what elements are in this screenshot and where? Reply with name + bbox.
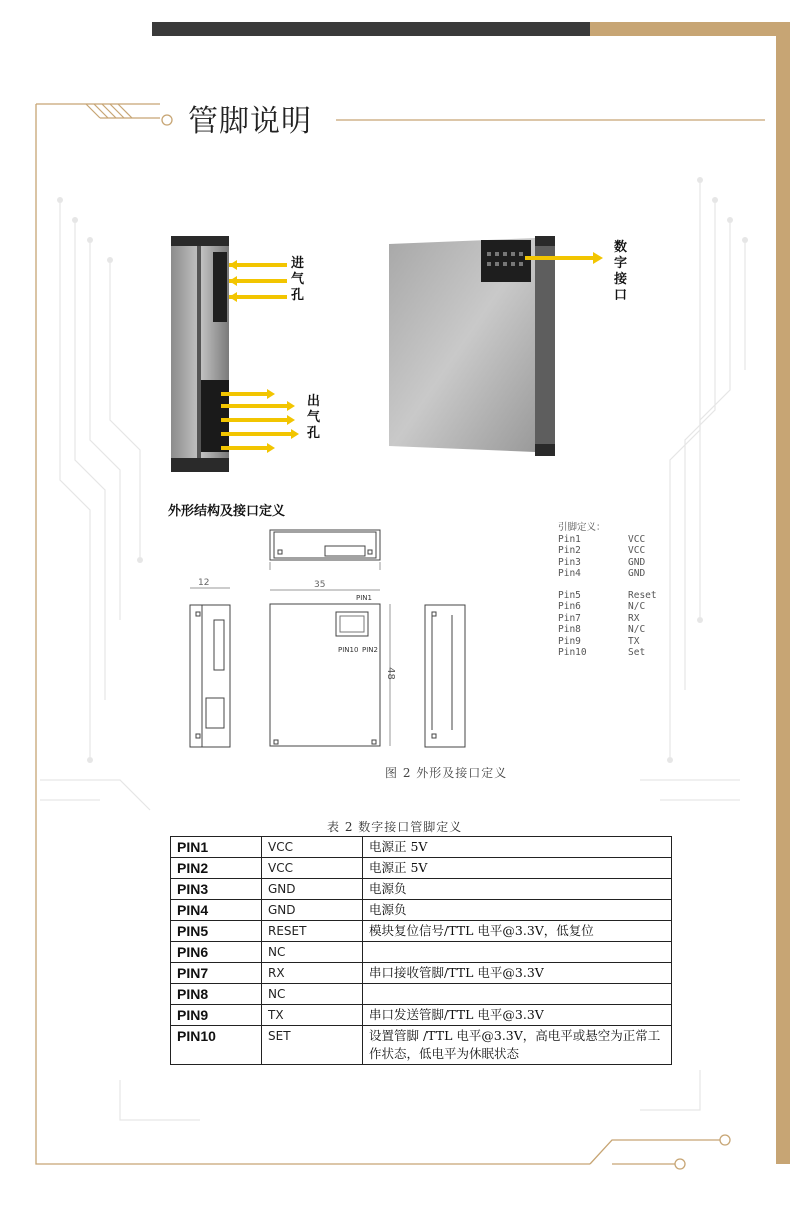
table-row — [171, 900, 672, 921]
pin-definition-list — [558, 522, 657, 659]
table-row — [171, 879, 672, 900]
desc-cell: 电源正 5V — [363, 858, 672, 879]
name-cell: NC — [262, 984, 363, 1005]
pin-list-title: 引脚定义： — [558, 522, 606, 533]
desc-cell: 电源负 — [363, 879, 672, 900]
pin-list-row: Pin1 VCC — [558, 533, 646, 545]
name-cell: SET — [262, 1026, 363, 1065]
dim-height: 48 — [384, 667, 396, 680]
pin-cell: PIN5 — [171, 921, 262, 942]
pin10-label: PIN10 — [338, 646, 359, 654]
table-row — [171, 984, 672, 1005]
desc-cell: 模块复位信号/TTL 电平@3.3V，低复位 — [363, 921, 672, 942]
name-cell: VCC — [262, 858, 363, 879]
pin-cell: PIN10 — [171, 1026, 262, 1065]
top-bar-gold — [590, 22, 790, 36]
table-row — [171, 921, 672, 942]
name-cell: GND — [262, 900, 363, 921]
desc-cell: 串口发送管脚/TTL 电平@3.3V — [363, 1005, 672, 1026]
name-cell: NC — [262, 942, 363, 963]
pin-list-row: Pin2 VCC — [558, 545, 646, 556]
table-row — [171, 1026, 672, 1065]
pin-cell: PIN1 — [171, 837, 262, 858]
pin-list-row: Pin6 N/C — [558, 601, 646, 612]
inlet-label: 进气孔 — [291, 256, 305, 303]
desc-cell: 串口接收管脚/TTL 电平@3.3V — [363, 963, 672, 984]
desc-cell — [363, 942, 672, 963]
table-row — [171, 963, 672, 984]
pin-list-row: Pin7 RX — [558, 612, 640, 624]
desc-cell — [363, 984, 672, 1005]
pin-list-row: Pin8 N/C — [558, 624, 646, 635]
pin-cell: PIN4 — [171, 900, 262, 921]
sensor-body-photo — [385, 232, 610, 457]
digital-port-label: 数字接口 — [614, 240, 628, 303]
outlet-label: 出气孔 — [307, 394, 321, 441]
table-row — [171, 1005, 672, 1026]
pin-cell: PIN8 — [171, 984, 262, 1005]
name-cell: TX — [262, 1005, 363, 1026]
page-title: 管脚说明 — [188, 104, 312, 139]
pin-cell: PIN9 — [171, 1005, 262, 1026]
name-cell: GND — [262, 879, 363, 900]
pin-list-row: Pin9 TX — [558, 635, 640, 647]
outline-drawing — [170, 520, 560, 760]
pin-table — [170, 836, 672, 1065]
dim-side: 12 — [198, 578, 210, 588]
dim-top: 35 — [314, 580, 326, 590]
desc-cell: 电源负 — [363, 900, 672, 921]
pin-list-row: Pin4 GND — [558, 568, 646, 579]
pin-cell: PIN2 — [171, 858, 262, 879]
desc-cell: 设置管脚 /TTL 电平@3.3V，高电平或悬空为正常工作状态，低电平为休眠状态 — [363, 1026, 672, 1065]
pin-cell: PIN3 — [171, 879, 262, 900]
name-cell: VCC — [262, 837, 363, 858]
figure-caption: 图 2 外形及接口定义 — [385, 766, 508, 780]
pin-list-row: Pin10 Set — [558, 647, 646, 658]
table-caption: 表 2 数字接口管脚定义 — [327, 820, 463, 834]
pin-cell: PIN7 — [171, 963, 262, 984]
pin-list-row: Pin5 Reset — [558, 589, 657, 601]
name-cell: RX — [262, 963, 363, 984]
desc-cell: 电源正 5V — [363, 837, 672, 858]
pin1-label: PIN1 — [356, 594, 372, 602]
pin-cell: PIN6 — [171, 942, 262, 963]
table-row — [171, 858, 672, 879]
section-label: 外形结构及接口定义 — [168, 504, 286, 519]
table-row — [171, 837, 672, 858]
top-bar-dark — [152, 22, 590, 36]
pin2-label: PIN2 — [362, 646, 378, 654]
right-bar-gold — [776, 22, 790, 1164]
table-row — [171, 942, 672, 963]
name-cell: RESET — [262, 921, 363, 942]
pin-list-row: Pin3 GND — [558, 556, 646, 568]
